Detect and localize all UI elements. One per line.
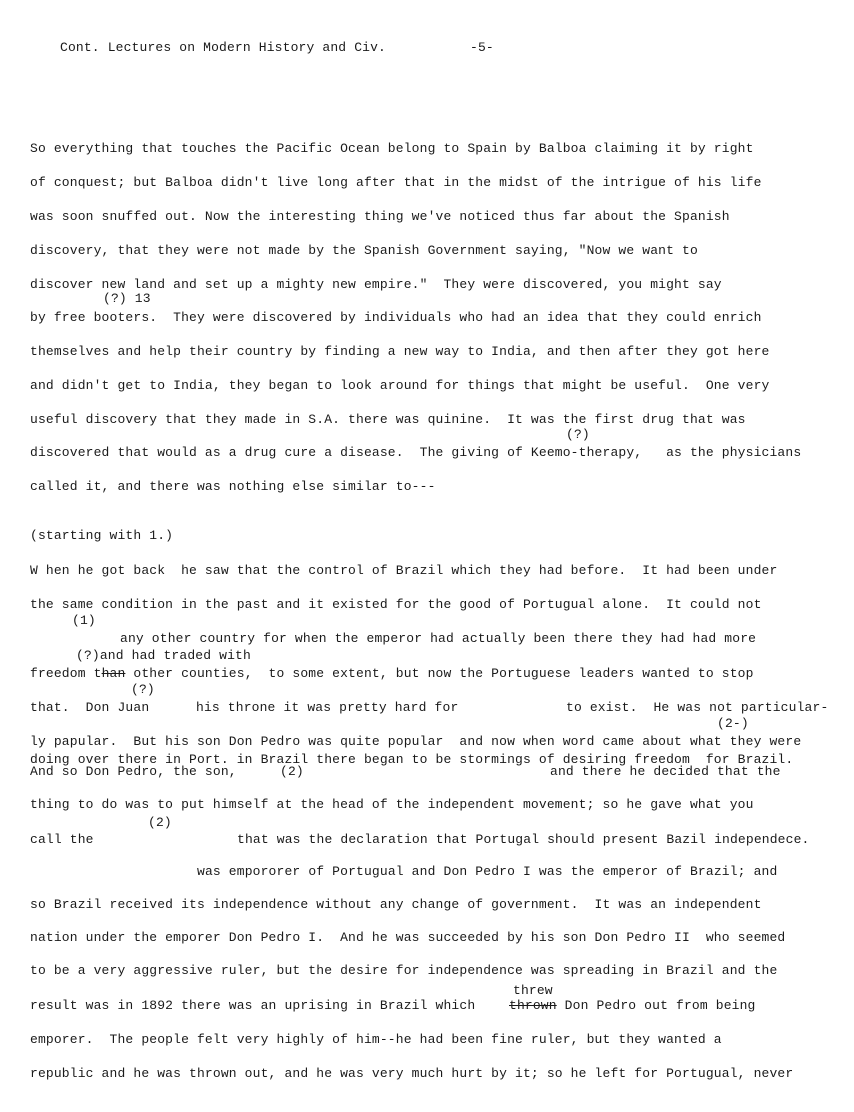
text-line: discovered that would as a drug cure a disease. The giving of Keemo-therapy, as the physicians	[30, 445, 802, 460]
margin-note: (1)	[72, 613, 96, 628]
margin-note: (2-)	[717, 716, 749, 731]
text-line: and didn't get to India, they began to look around for things that might be useful. One very	[30, 378, 770, 393]
text-line: that. Don Juan	[30, 700, 150, 715]
text-line: nation under the emporer Don Pedro I. And he was succeeded by his son Don Pedro II who seemed	[30, 930, 786, 945]
margin-note: (?) 13	[103, 291, 151, 306]
text-line: to be a very aggressive ruler, but the desire for independence was spreading in Brazil and the	[30, 963, 778, 978]
text-line: themselves and help their country by finding a new way to India, and then after they got here	[30, 344, 770, 359]
text-line: thrown Don Pedro out from being	[509, 998, 756, 1013]
text-line: his throne it was pretty hard for	[196, 700, 459, 715]
text-line: by free booters. They were discovered by individuals who had an idea that they could enrich	[30, 310, 762, 325]
text-line: call the	[30, 832, 94, 847]
insert-note: (?)and had traded with	[76, 648, 251, 663]
text-line: and there he decided that the	[550, 764, 781, 779]
text-line: useful discovery that they made in S.A. there was quinine. It was the first drug that was	[30, 412, 746, 427]
text-line: And so Don Pedro, the son,	[30, 764, 237, 779]
text-line: called it, and there was nothing else similar to---	[30, 479, 436, 494]
text-line: freedom than other counties, to some extent, but now the Portuguese leaders wanted to stop	[30, 666, 754, 681]
text-line: of conquest; but Balboa didn't live long after that in the midst of the intrigue of his life	[30, 175, 762, 190]
text-line: doing over there in Port. in Brazil there began to be stormings of desiring freedom for Brazil.	[30, 752, 794, 767]
text-line: discover new land and set up a mighty new empire." They were discovered, you might say	[30, 277, 722, 292]
text-line: W hen he got back he saw that the control of Brazil which they had before. It had been under	[30, 563, 778, 578]
text-line: so Brazil received its independence without any change of government. It was an independent	[30, 897, 762, 912]
text-line: thing to do was to put himself at the head of the independent movement; so he gave what you	[30, 797, 754, 812]
text-line: to exist. He was not particular-	[566, 700, 829, 715]
text-line: the same condition in the past and it existed for the good of Portugual alone. It could not	[30, 597, 762, 612]
text-line: was soon snuffed out. Now the interesting thing we've noticed thus far about the Spanish	[30, 209, 730, 224]
text-line: republic and he was thrown out, and he was very much hurt by it; so he left for Portugual, never	[30, 1066, 794, 1081]
text-line: emporer. The people felt very highly of him--he had been fine ruler, but they wanted a	[30, 1032, 722, 1047]
text-line: ly papular. But his son Don Pedro was quite popular and now when word came about what they were	[30, 734, 802, 749]
text-line: So everything that touches the Pacific Ocean belong to Spain by Balboa claiming it by right	[30, 141, 754, 156]
text-line: any other country for when the emperor had actually been there they had had more	[120, 631, 757, 646]
text-line: discovery, that they were not made by the Spanish Government saying, "Now we want to	[30, 243, 698, 258]
margin-note: (?)	[131, 682, 155, 697]
margin-note: (2)	[148, 815, 172, 830]
text-line: that was the declaration that Portugal should present Bazil independece.	[237, 832, 810, 847]
text-line: result was in 1892 there was an uprising in Brazil which	[30, 998, 476, 1013]
margin-note: (?)	[566, 427, 590, 442]
text-line: was empororer of Portugual and Don Pedro I was the emperor of Brazil; and	[197, 864, 778, 879]
insert-note: threw	[513, 983, 553, 998]
section-note: (starting with 1.)	[30, 528, 174, 543]
margin-note: (2)	[280, 764, 304, 779]
page-number: -5-	[470, 40, 494, 55]
header-title: Cont. Lectures on Modern History and Civ.	[60, 40, 387, 55]
